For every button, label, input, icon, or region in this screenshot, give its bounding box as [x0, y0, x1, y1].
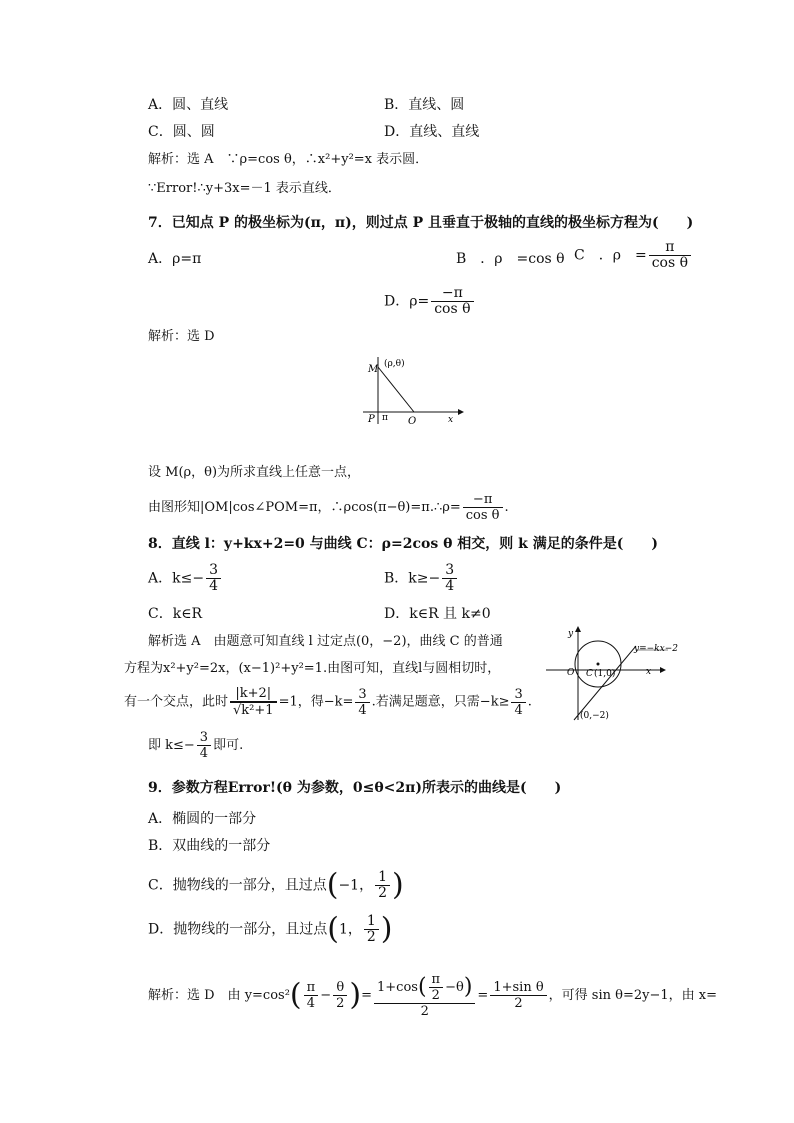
option-b: B．直线、圆 [384, 97, 465, 113]
question-stem: 9．参数方程Error!(θ 为参数，0≤θ<2π)所表示的曲线是( ) [148, 780, 562, 796]
option-d: D．ρ= $\frac{-\pi}{\text{cos θ}}$ [384, 286, 476, 317]
label-x: x [448, 415, 454, 425]
label-c: C [586, 669, 593, 679]
solution-label: 解析：选 D [148, 329, 215, 344]
label-point: (0,−2) [580, 711, 609, 721]
question-stem: 7．已知点 P 的极坐标为(π，π)，则过点 P 且垂直于极轴的直线的极坐标方程为( ) [148, 215, 694, 231]
label-y: y [568, 629, 574, 639]
label-center: (1,0) [594, 669, 616, 679]
option-b: B．k≥− $\frac{3}{4}$ [384, 563, 459, 594]
option-d: D．直线、直线 [384, 124, 480, 140]
solution-line: 解析：选 A ∵ρ=cos θ，∴x²+y²=x 表示圆． [148, 152, 429, 167]
label-x: x [646, 667, 652, 677]
solution-line: 由图形知|OM|cos∠POM=π，∴ρcos(π−θ)=π.∴ρ= $\frac{-\pi}{\text{cos θ}}$ . [148, 492, 509, 523]
label-m: M [368, 364, 379, 375]
solution-line: 即 k≤− $\frac{3}{4}$ 即可. [148, 730, 244, 761]
label-point: (ρ,θ) [384, 359, 405, 369]
label-pi: π [382, 413, 388, 423]
option-a: A．ρ=π [148, 251, 202, 267]
solution-line: 设 M(ρ，θ)为所求直线上任意一点， [148, 465, 361, 480]
option-c: C．k∈R [148, 606, 203, 622]
option-a: A．椭圆的一部分 [148, 811, 257, 827]
solution-line: 有一个交点，此时 $\frac{|k+2|}{\text{√k²+1}}$ =1，得−k= $\frac{3}{4}$ .若满足题意，只需−k≥ $\frac{3}{4}$ . [124, 686, 532, 718]
option-c: C．抛物线的一部分，且过点(−1， $\frac{1}{2}$ ) [148, 867, 404, 903]
option-a: A．圆、直线 [148, 97, 229, 113]
solution-line: 方程为x²+y²=2x，(x−1)²+y²=1.由图可知，直线l与圆相切时， [124, 661, 501, 676]
option-c: C．圆、圆 [148, 124, 215, 140]
circle-line-figure [540, 624, 680, 724]
option-c: C ．ρ = $\frac{\pi}{\text{cos θ}}$ [574, 240, 693, 271]
label-o: O [567, 668, 575, 678]
solution-line: 解析：选 D 由 y=cos²( $\frac{\pi}{4}$ − $\frac{\theta}{2}$ )= 1+cos( $\frac{\pi}{2}$ −θ) 2 = $\frac{\text{1+sin θ}}{2}$ ，可得 sin θ=2y−1，由 x= [148, 972, 717, 1019]
option-a: A．k≤− $\frac{3}{4}$ [148, 563, 223, 594]
option-b: B ．ρ =cos θ [456, 251, 565, 267]
option-d: D．k∈R 且 k≠0 [384, 606, 491, 622]
solution-line: 解析选 A 由题意可知直线 l 过定点(0，−2)，曲线 C 的普通 [148, 634, 503, 649]
option-d: D．抛物线的一部分，且过点(1， $\frac{1}{2}$ ) [148, 911, 393, 947]
question-stem: 8．直线 l：y+kx+2=0 与曲线 C：ρ=2cos θ 相交，则 k 满足的条件是( ) [148, 536, 658, 552]
option-b: B．双曲线的一部分 [148, 838, 271, 854]
label-o: O [408, 416, 417, 427]
polar-figure [358, 352, 468, 452]
label-p: P [368, 414, 375, 425]
label-line-eq: y=−kx−2 [634, 644, 678, 654]
solution-line: ∵Error!∴y+3x=－1 表示直线． [148, 181, 341, 196]
